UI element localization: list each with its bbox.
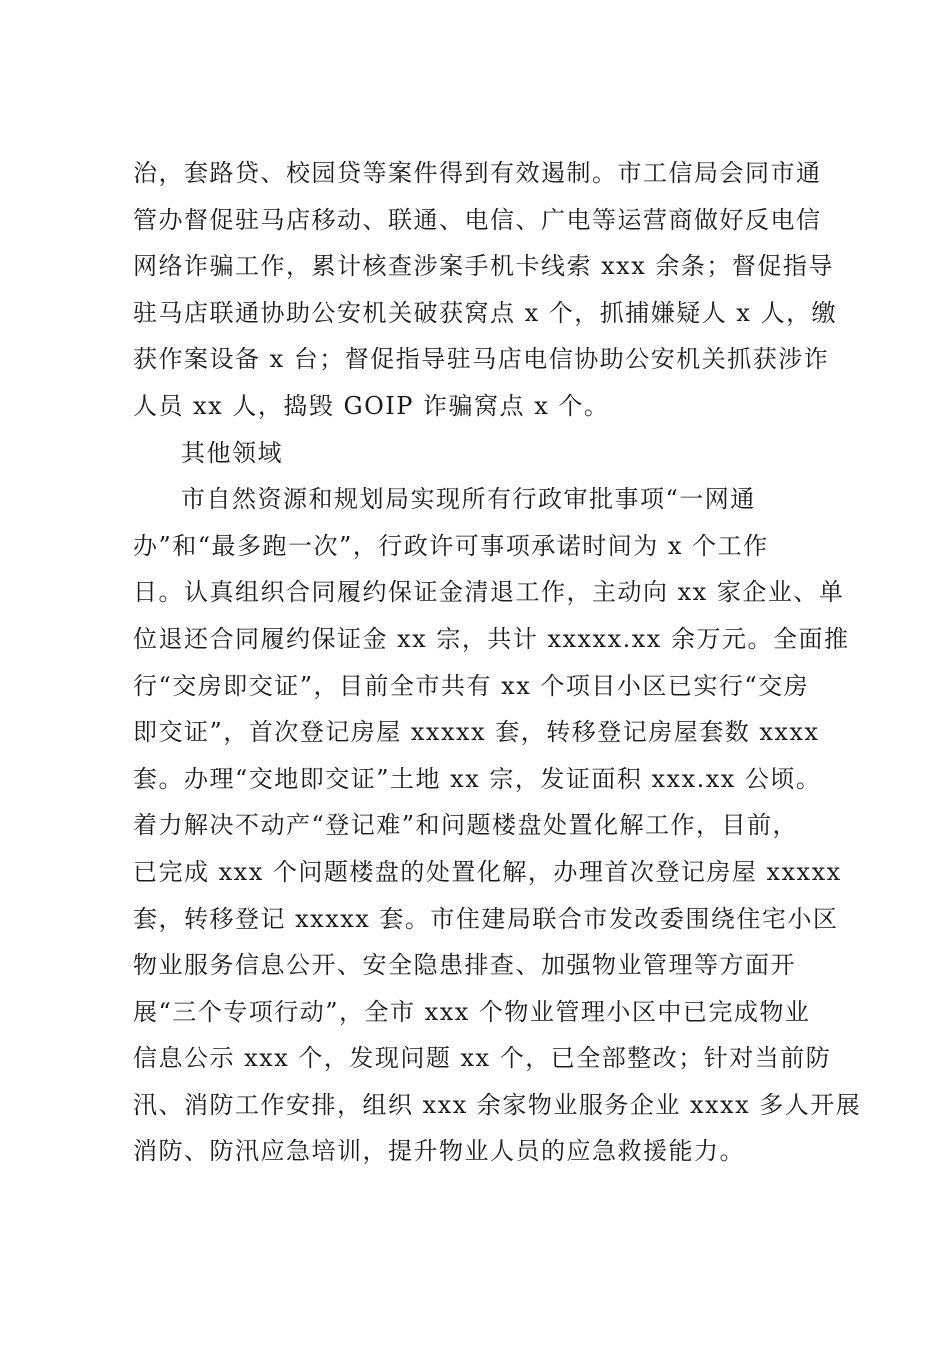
text-line: 已完成 xxx 个问题楼盘的处置化解，办理首次登记房屋 xxxxx <box>133 857 842 886</box>
text-line: 物业服务信息公开、安全隐患排查、加强物业管理等方面开 <box>133 951 796 980</box>
text-line: 驻马店联通协助公安机关破获窝点 x 个，抓捕嫌疑人 x 人，缴 <box>133 298 838 327</box>
text-line: 即交证”，首次登记房屋 xxxxx 套，转移登记房屋套数 xxxx <box>133 718 820 747</box>
text-line: 套，转移登记 xxxxx 套。市住建局联合市发改委围绕住宅小区 <box>133 904 839 933</box>
text-line: 行“交房即交证”，目前全市共有 xx 个项目小区已实行“交房 <box>133 671 810 700</box>
text-line: 办”和“最多跑一次”，行政许可事项承诺时间为 x 个工作 <box>133 531 769 560</box>
text-line: 信息公示 xxx 个，发现问题 xx 个，已全部整改；针对当前防 <box>133 1044 832 1073</box>
section-heading: 其他领域 <box>181 438 283 467</box>
text-line: 治，套路贷、校园贷等案件得到有效遏制。市工信局会同市通 <box>133 159 822 187</box>
text-line: 日。认真组织合同履约保证金清退工作，主动向 xx 家企业、单 <box>133 578 845 607</box>
text-line: 套。办理“交地即交证”土地 xx 宗，发证面积 xxx.xx 公顷。 <box>133 764 822 793</box>
text-line: 管办督促驻马店移动、联通、电信、广电等运营商做好反电信 <box>133 205 822 234</box>
text-line: 消防、防汛应急培训，提升物业人员的应急救援能力。 <box>133 1137 745 1166</box>
text-line: 汛、消防工作安排，组织 xxx 余家物业服务企业 xxxx 多人开展 <box>133 1090 862 1119</box>
document-body <box>133 150 862 1175</box>
text-line: 人员 xx 人，捣毁 GOIP 诈骗窝点 x 个。 <box>133 391 610 420</box>
text-line: 获作案设备 x 台；督促指导驻马店电信协助公安机关抓获涉诈 <box>133 345 830 374</box>
text-line: 展“三个专项行动”，全市 xxx 个物业管理小区中已完成物业 <box>133 997 811 1026</box>
text-line: 市自然资源和规划局实现所有行政审批事项“一网通 <box>181 485 756 514</box>
text-line: 位退还合同履约保证金 xx 宗，共计 xxxxx.xx 余万元。全面推 <box>133 624 850 653</box>
text-line: 着力解决不动产“登记难”和问题楼盘处置化解工作，目前， <box>133 811 799 840</box>
text-line: 网络诈骗工作，累计核查涉案手机卡线索 xxx 余条；督促指导 <box>133 252 834 281</box>
